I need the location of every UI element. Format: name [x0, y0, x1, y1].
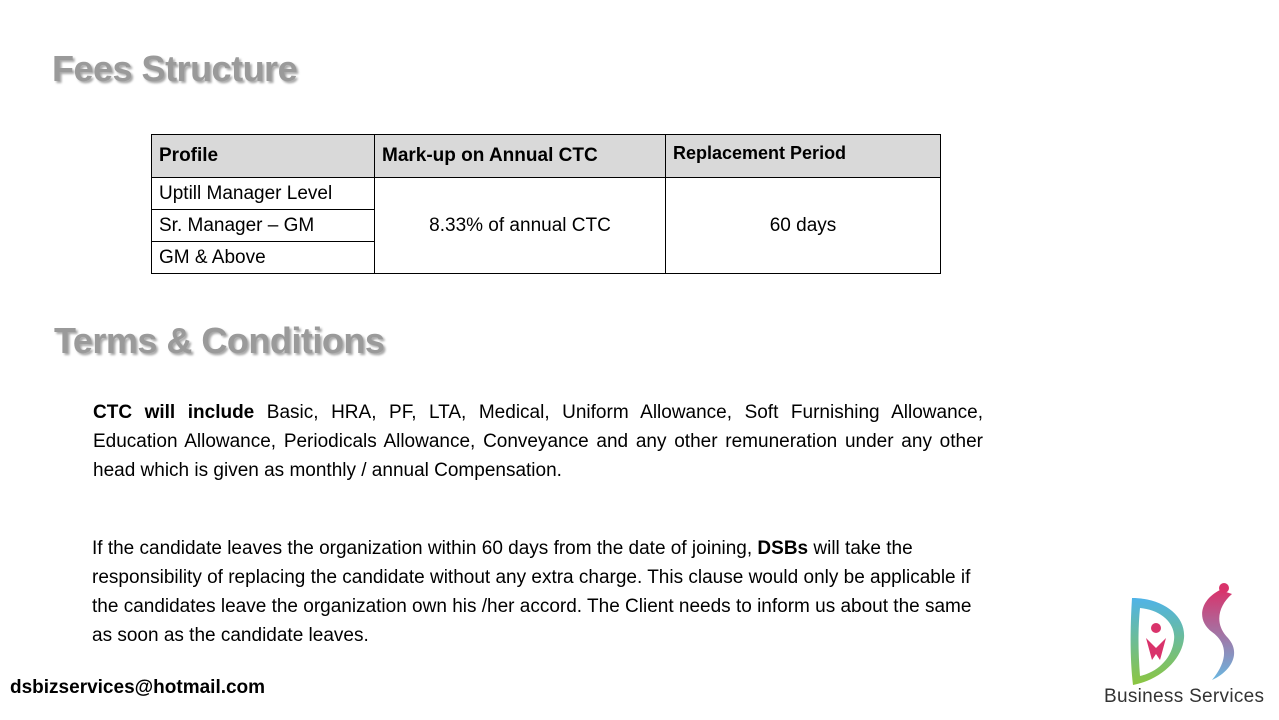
- ctc-text: Basic, HRA, PF, LTA, Medical, Uniform Allowance, Soft Furnishing Allowance, Education Allowance, Periodicals Allowance, Conveyance and any other remuneration under any other head which is given as monthly / annual Compensation.: [93, 402, 983, 481]
- profile-cell: GM & Above: [152, 242, 375, 274]
- header-replacement: Replacement Period: [666, 135, 941, 178]
- ctc-bold-lead: CTC will include: [93, 402, 255, 423]
- replacement-cell: 60 days: [666, 178, 941, 274]
- replace-text-pre: If the candidate leaves the organization within 60 days from the date of joining,: [92, 538, 758, 559]
- contact-email: dsbizservices@hotmail.com: [10, 677, 266, 698]
- replace-text-post: will take the responsibility of replacing the candidate without any extra charge. This clause would only be applicable if the candidates leave the organization own his /her accord. The Client needs to inform us about the same as soon as the candidate leaves.: [92, 538, 972, 646]
- ctc-paragraph: [93, 398, 983, 485]
- table-row: [152, 178, 941, 210]
- terms-conditions-title: Terms & Conditions: [54, 320, 385, 361]
- table-header-row: [152, 135, 941, 178]
- markup-cell: 8.33% of annual CTC: [375, 178, 666, 274]
- header-profile: Profile: [152, 135, 375, 178]
- fees-table: [151, 134, 941, 274]
- logo-text: Business Services: [1104, 686, 1265, 707]
- profile-cell: Sr. Manager – GM: [152, 210, 375, 242]
- replacement-paragraph: [92, 534, 982, 650]
- fees-structure-title: Fees Structure: [52, 48, 298, 89]
- profile-cell: Uptill Manager Level: [152, 178, 375, 210]
- replace-bold: DSBs: [757, 538, 809, 559]
- header-markup: Mark-up on Annual CTC: [375, 135, 666, 178]
